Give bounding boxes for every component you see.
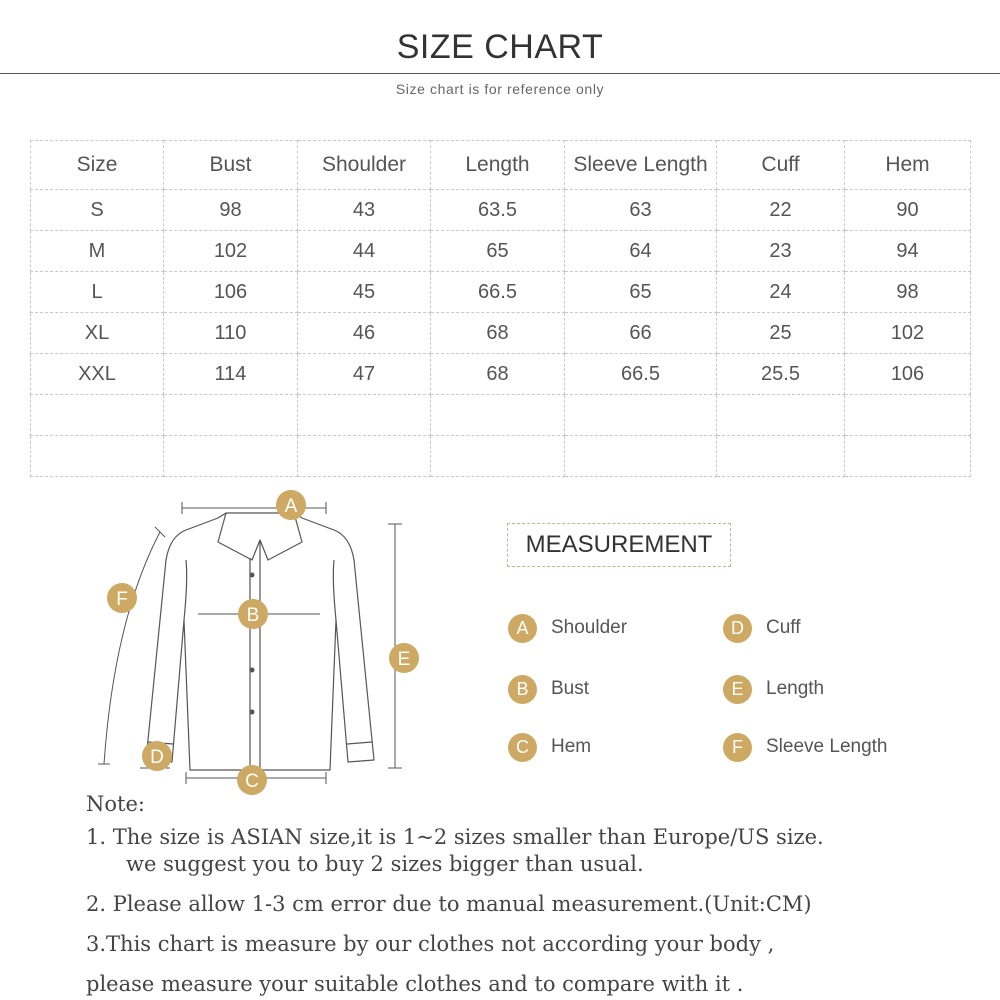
column-header-hem: Hem (845, 141, 971, 190)
table-cell: XL (31, 313, 164, 354)
legend-label: Bust (551, 678, 590, 699)
legend-label: Shoulder (551, 617, 628, 638)
size-table (30, 140, 971, 477)
table-cell: 68 (431, 313, 565, 354)
diagram-label-f: F (116, 589, 128, 610)
legend-item-bust (508, 674, 589, 704)
table-cell (164, 395, 298, 436)
table-cell: 47 (298, 354, 431, 395)
note-3-continued: please measure your suitable clothes and to compare with it . (86, 972, 744, 996)
table-row (31, 313, 971, 354)
legend-badge: D (723, 614, 752, 643)
table-cell: 98 (845, 272, 971, 313)
table-cell (31, 395, 164, 436)
legend-label: Cuff (766, 617, 801, 638)
table-cell (717, 395, 845, 436)
shirt-diagram (90, 480, 430, 800)
table-row (31, 272, 971, 313)
table-cell: S (31, 190, 164, 231)
table-cell: 94 (845, 231, 971, 272)
table-cell: 22 (717, 190, 845, 231)
table-cell: 65 (565, 272, 717, 313)
table-cell: 110 (164, 313, 298, 354)
note-3: 3.This chart is measure by our clothes not according your body , (86, 932, 775, 956)
legend-badge: E (723, 675, 752, 704)
table-row (31, 190, 971, 231)
table-cell: 106 (845, 354, 971, 395)
table-cell (298, 395, 431, 436)
table-cell: 25 (717, 313, 845, 354)
legend-item-length (723, 674, 824, 704)
table-cell: 98 (164, 190, 298, 231)
table-cell: XXL (31, 354, 164, 395)
table-cell: M (31, 231, 164, 272)
diagram-label-a: A (284, 496, 298, 517)
table-cell: 63.5 (431, 190, 565, 231)
diagram-label-b: B (246, 605, 260, 626)
legend-item-cuff (723, 613, 801, 643)
table-cell (565, 436, 717, 477)
table-cell: 65 (431, 231, 565, 272)
table-cell: 63 (565, 190, 717, 231)
legend-badge: C (508, 733, 537, 762)
table-cell (431, 395, 565, 436)
diagram-label-e: E (397, 649, 411, 670)
table-cell: 114 (164, 354, 298, 395)
legend-badge: B (508, 675, 537, 704)
column-header-cuff: Cuff (717, 141, 845, 190)
table-cell (845, 395, 971, 436)
table-header-row (31, 141, 971, 190)
column-header-size: Size (31, 141, 164, 190)
legend-item-hem (508, 732, 591, 762)
column-header-shoulder: Shoulder (298, 141, 431, 190)
notes-heading: Note: (86, 792, 145, 816)
table-row (31, 231, 971, 272)
table-cell: 46 (298, 313, 431, 354)
legend-label: Hem (551, 736, 592, 757)
table-cell (717, 436, 845, 477)
table-cell: 66 (565, 313, 717, 354)
table-cell: 64 (565, 231, 717, 272)
note-1-continued: we suggest you to buy 2 sizes bigger than usual. (126, 852, 644, 876)
legend-item-sleeve-length (723, 732, 888, 762)
table-cell: 90 (845, 190, 971, 231)
table-cell (164, 436, 298, 477)
column-header-length: Length (431, 141, 565, 190)
table-cell: 45 (298, 272, 431, 313)
shirt-collar (218, 513, 302, 770)
table-cell (298, 436, 431, 477)
legend-label: Sleeve Length (766, 736, 888, 757)
table-cell (31, 436, 164, 477)
table-cell: 106 (164, 272, 298, 313)
table-row (31, 436, 971, 477)
title-divider (0, 73, 1000, 74)
table-cell: 23 (717, 231, 845, 272)
legend-label: Length (766, 678, 825, 699)
column-header-sleeve-length: Sleeve Length (565, 141, 717, 190)
table-cell (565, 395, 717, 436)
table-cell: 43 (298, 190, 431, 231)
diagram-badges (107, 490, 419, 795)
measurement-title: MEASUREMENT (507, 523, 731, 567)
table-cell: 66.5 (565, 354, 717, 395)
table-cell: 44 (298, 231, 431, 272)
page-title: SIZE CHART (396, 28, 604, 66)
table-row (31, 395, 971, 436)
table-cell: 102 (164, 231, 298, 272)
table-cell: 102 (845, 313, 971, 354)
legend-item-shoulder (508, 613, 627, 643)
note-1: 1. The size is ASIAN size,it is 1~2 sizes smaller than Europe/US size. (86, 825, 824, 849)
table-cell (431, 436, 565, 477)
table-cell: 25.5 (717, 354, 845, 395)
diagram-label-c: C (245, 771, 259, 792)
table-cell: 66.5 (431, 272, 565, 313)
table-cell: 68 (431, 354, 565, 395)
page-subtitle: Size chart is for reference only (395, 81, 605, 97)
diagram-label-d: D (150, 747, 164, 768)
table-cell (845, 436, 971, 477)
table-cell: L (31, 272, 164, 313)
legend-badge: A (508, 614, 537, 643)
note-2: 2. Please allow 1-3 cm error due to manual measurement.(Unit:CM) (86, 892, 812, 916)
legend-badge: F (723, 733, 752, 762)
column-header-bust: Bust (164, 141, 298, 190)
table-cell: 24 (717, 272, 845, 313)
table-row (31, 354, 971, 395)
